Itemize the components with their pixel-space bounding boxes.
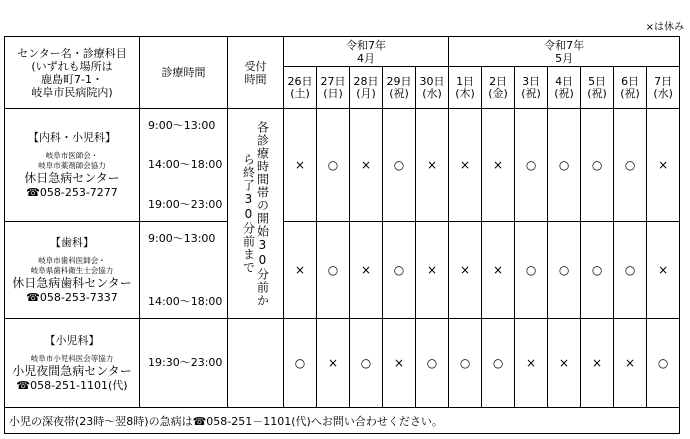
open-mark: ○ xyxy=(548,222,581,319)
open-mark: ○ xyxy=(383,222,416,319)
phone-number: 058-253-7277 xyxy=(39,185,118,199)
closed-mark: × xyxy=(614,319,647,408)
reception-time-cell xyxy=(228,109,284,319)
hours-slot: 14:00～18:00 xyxy=(148,294,223,308)
month-header-may: 令和7年 5月 xyxy=(449,37,680,67)
date-header-cell: 26日 (土) xyxy=(284,67,317,109)
footer-note: 小児の深夜帯(23時～翌8時)の急病は☎058-251－1101(代)へお問い合わせください。 xyxy=(5,408,680,434)
closed-mark: × xyxy=(449,222,482,319)
open-mark: ○ xyxy=(317,109,350,222)
hours-column-header: 診療時間 xyxy=(140,37,228,109)
hours-slot: 9:00～13:00 xyxy=(148,231,216,245)
reception-column-header: 受付 時間 xyxy=(228,37,284,109)
hours-slot: 19:00～23:00 xyxy=(148,197,223,211)
clinic-name: 休日急病センター xyxy=(24,170,120,185)
open-mark: ○ xyxy=(614,109,647,222)
open-mark: ○ xyxy=(350,319,383,408)
date-header-cell: 5日 (祝) xyxy=(581,67,614,109)
schedule-table xyxy=(4,36,680,434)
open-mark: ○ xyxy=(581,222,614,319)
open-mark: ○ xyxy=(482,319,515,408)
hours-slot: 9:00～13:00 xyxy=(148,118,216,132)
open-mark: ○ xyxy=(581,109,614,222)
clinic-column-header: センター名・診療科目 (いずれも場所は 鹿島町7-1・ 岐阜市民病院内) xyxy=(5,37,140,109)
date-header-cell: 29日 (祝) xyxy=(383,67,416,109)
clinic-cooperation: 岐阜市歯科医師会・ 岐阜県歯科衛生士会協力 xyxy=(30,255,114,275)
hours-slot: 14:00～18:00 xyxy=(148,158,223,171)
hours-slot: 19:30～23:00 xyxy=(148,356,223,369)
clinic-phone xyxy=(5,291,139,305)
closed-mark: × xyxy=(647,222,680,319)
clinic-info-cell xyxy=(5,222,140,319)
closed-mark: × xyxy=(416,222,449,319)
reception-time-text: 各診療時間帯の開始30分前から終了30分前まで xyxy=(241,120,270,307)
closed-mark: × xyxy=(416,109,449,222)
clinic-name: 小児夜間急病センター xyxy=(12,363,132,378)
hours-cell xyxy=(140,319,228,408)
phone-icon: ☎ xyxy=(26,290,40,304)
open-mark: ○ xyxy=(614,222,647,319)
closed-mark: × xyxy=(647,109,680,222)
date-header-cell: 2日 (金) xyxy=(482,67,515,109)
date-header-cell: 6日 (祝) xyxy=(614,67,647,109)
closed-mark: × xyxy=(350,222,383,319)
phone-number: 058-253-7337 xyxy=(39,290,118,304)
closed-mark: × xyxy=(350,109,383,222)
reception-time-cell xyxy=(228,319,284,408)
closed-mark: × xyxy=(581,319,614,408)
closed-mark: × xyxy=(515,319,548,408)
closed-legend: ×は休み xyxy=(645,22,684,33)
closed-mark: × xyxy=(449,109,482,222)
date-header-cell: 4日 (祝) xyxy=(548,67,581,109)
clinic-cooperation: 岐阜市小児科医会等協力 xyxy=(30,353,114,363)
closed-mark: × xyxy=(482,109,515,222)
open-mark: ○ xyxy=(449,319,482,408)
closed-mark: × xyxy=(317,319,350,408)
date-header-cell: 30日 (水) xyxy=(416,67,449,109)
open-mark: ○ xyxy=(548,109,581,222)
closed-mark: × xyxy=(284,109,317,222)
hours-cell xyxy=(140,109,228,222)
phone-number: 058-251-1101(代) xyxy=(30,378,128,392)
clinic-row xyxy=(5,222,680,319)
closed-mark: × xyxy=(548,319,581,408)
date-header-cell: 7日 (水) xyxy=(647,67,680,109)
clinic-name: 休日急病歯科センター xyxy=(12,275,132,290)
clinic-info-cell xyxy=(5,109,140,222)
date-header-cell: 28日 (月) xyxy=(350,67,383,109)
clinic-phone xyxy=(5,186,139,200)
closed-mark: × xyxy=(284,222,317,319)
clinic-cooperation: 岐阜市医師会・ 岐阜市薬剤師会協力 xyxy=(38,150,106,170)
hours-cell xyxy=(140,222,228,319)
closed-mark: × xyxy=(383,319,416,408)
clinic-row xyxy=(5,109,680,222)
clinic-row xyxy=(5,319,680,408)
open-mark: ○ xyxy=(416,319,449,408)
open-mark: ○ xyxy=(647,319,680,408)
phone-icon: ☎ xyxy=(16,378,31,392)
open-mark: ○ xyxy=(317,222,350,319)
date-header-cell: 3日 (祝) xyxy=(515,67,548,109)
clinic-department: 【小児科】 xyxy=(44,333,100,347)
clinic-info-cell xyxy=(5,319,140,408)
phone-icon: ☎ xyxy=(26,185,40,199)
date-header-cell: 1日 (木) xyxy=(449,67,482,109)
open-mark: ○ xyxy=(383,109,416,222)
month-header-april: 令和7年 4月 xyxy=(284,37,449,67)
clinic-phone xyxy=(5,379,139,393)
open-mark: ○ xyxy=(515,109,548,222)
closed-mark: × xyxy=(482,222,515,319)
open-mark: ○ xyxy=(515,222,548,319)
open-mark: ○ xyxy=(284,319,317,408)
clinic-department: 【内科・小児科】 xyxy=(28,130,116,144)
clinic-department: 【歯科】 xyxy=(50,235,94,249)
date-header-cell: 27日 (日) xyxy=(317,67,350,109)
